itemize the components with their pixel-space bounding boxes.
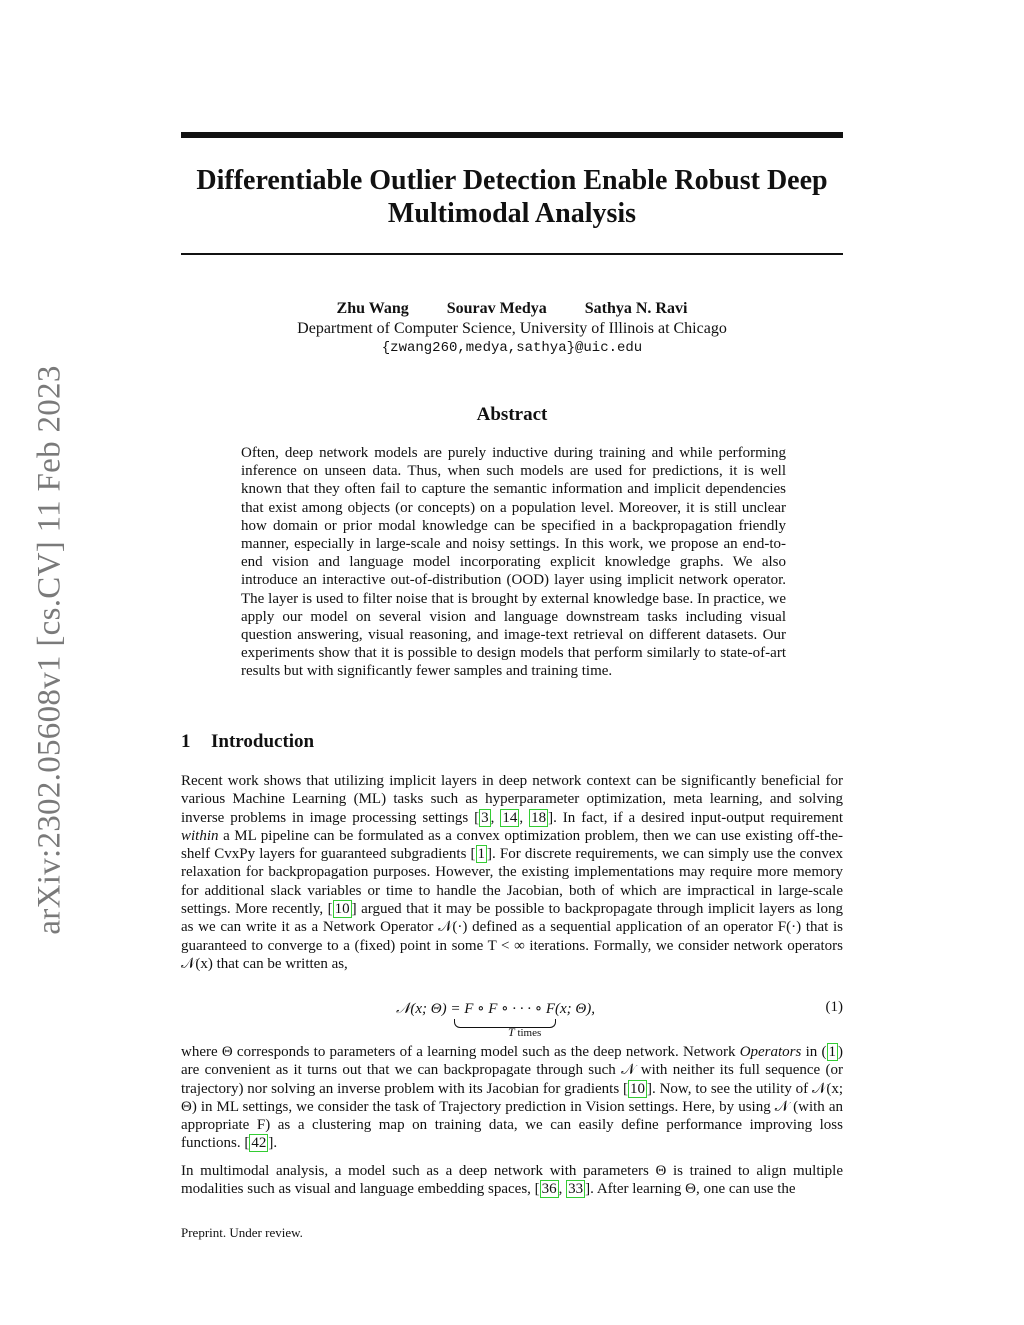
text-run: . For discrete requirements, we can simply use the convex relaxation for backpropagation purposes. However, the existing implementations may require more memory for additional slack variables or time to handle the Jacobian, both of which are impractical in large-scale settings. More recently, xyxy=(181,846,843,918)
author-name: Zhu Wang xyxy=(336,300,409,317)
citation-link[interactable]: 33 xyxy=(568,1181,584,1198)
section-title: Introduction xyxy=(211,731,315,752)
abstract-heading: Abstract xyxy=(476,404,548,425)
equation-composition: F ∘ F ∘ · · · ∘ F xyxy=(464,1001,556,1017)
text-run: a ML pipeline can be formulated as a convex optimization problem, then we can use existing off-the-shelf CvxPy layers for guaranteed subgradients xyxy=(181,827,843,863)
author-name: Sathya N. Ravi xyxy=(584,300,688,317)
text-run: where Θ corresponds to parameters of a learning model such as the deep network. Network xyxy=(181,1044,740,1060)
equation-underbrace-label xyxy=(508,1025,541,1040)
equation-ref-link[interactable]: 1 xyxy=(828,1044,836,1060)
underbrace-variable: T xyxy=(508,1025,515,1039)
citation-link[interactable]: 42 xyxy=(251,1135,267,1152)
intro-paragraph-1: Recent work shows that utilizing implicit layers in deep network context can be significantly beneficial for various Machine Learning (ML) tasks such as hyperparameter optimization, meta learning, and solving inverse problems in image processing settings [ 3 , 14 , 18 ]. In fact, if a desired input-output requirement within a ML pipeline can be formulated as a convex optimization problem, then we can use existing off-the-shelf CvxPy layers for guaranteed subgradients [ 1 ]. For discrete requirements, we can simply use the convex relaxation for backpropagation purposes. However, the existing implementations may require more memory for additional slack variables or time to handle the Jacobian, both of which are impractical in large-scale settings. More recently, [ 10 ] argued that it may be possible to backpropagate through implicit layers as long as we can write it as a Network Operator 𝒩(·) defined as a sequential application of an operator F(·) that is guaranteed to converge to a (fixed) point in some T < ∞ iterations. Formally, we consider network operators 𝒩(x) that can be written as, xyxy=(181,773,843,972)
arxiv-identifier-text: arXiv:2302.05608v1 [cs.CV] 11 Feb 2023 xyxy=(31,365,68,935)
equation-1 xyxy=(181,997,843,1037)
citation-link[interactable]: 1 xyxy=(477,846,486,863)
citation-link[interactable]: 10 xyxy=(630,1080,645,1097)
author-list xyxy=(181,300,843,318)
citation-link[interactable]: 14 xyxy=(502,809,518,826)
text-run: In multimodal analysis, a model such as a deep network with parameters Θ is trained to align multiple modalities such as visual and language embedding spaces, xyxy=(181,1163,843,1198)
section-heading xyxy=(181,731,314,753)
paper-title: Differentiable Outlier Detection Enable Robust Deep Multimodal Analysis xyxy=(196,165,828,229)
footer-note: Preprint. Under review. xyxy=(181,1225,303,1240)
equation-lhs: 𝒩(x; Θ) = xyxy=(396,1001,465,1017)
arxiv-identifier xyxy=(30,350,70,950)
text-run: . In fact, if a desired input-output requirement xyxy=(553,809,843,826)
section-number: 1 xyxy=(181,731,191,752)
text-run: are convenient as it turns out that we can backpropagate through such 𝒩 with neither its full sequence (or trajectory) nor solving an inverse problem with its Jacobian for gradients xyxy=(181,1062,843,1097)
emphasis: within xyxy=(181,827,219,844)
emphasis: Operators xyxy=(739,1044,802,1060)
citation-link[interactable]: 36 xyxy=(541,1181,557,1198)
text-run: . After learning Θ, one can use the xyxy=(590,1181,796,1198)
text-run: . xyxy=(273,1135,278,1152)
intro-paragraph-2: where Θ corresponds to parameters of a learning model such as the deep network. Network Operators in ( 1 ) are convenient as it turns out that we can backpropagate through such 𝒩 with neither its full sequence (or trajectory) nor solving an inverse problem with its Jacobian for gradients [ 10 ]. Now, to see the utility of 𝒩(x; Θ) in ML settings, we consider the task of Trajectory prediction in Vision settings. Here, by using 𝒩 (with an appropriate F) as a clustering map on training data, we can easily define performance improving loss functions. [ 42 ]. xyxy=(181,1044,843,1152)
text-run: argued that it may be possible to backpropagate through implicit layers as long as we can write it as a Network Operator 𝒩(·) defined as a sequential application of an operator F(·) that is guaranteed to converge to a (fixed) point in some T < ∞ iterations. Formally, we consider network operators 𝒩(x) that can be written as, xyxy=(181,901,843,972)
equation-expression xyxy=(396,999,595,1018)
abstract-text: Often, deep network models are purely inductive during training and while performing inference on unseen data. Thus, when such models are used for predictions, it is well known that they often fail to capture the semantic information and implicit dependencies that exist among objects (or concepts) on a population level. Moreover, it is still unclear how domain or prior modal knowledge can be specified in a backpropagation friendly manner, especially in large-scale and noisy settings. In this work, we propose an end-to-end vision and language model incorporating explicit knowledge graphs. We also introduce an interactive out-of-distribution (OOD) layer using implicit network operator. The layer is used to filter noise that is brought by external knowledge base. In practice, we apply our model on several vision and language downstream tasks including visual question answering, visual reasoning, and image-text retrieval on different datasets. Our experiments show that it is possible to design models that perform similarly to state-of-art results but with significantly fewer samples and training time. xyxy=(241,445,786,680)
underbrace-text: times xyxy=(514,1027,542,1039)
citation-link[interactable]: 3 xyxy=(481,809,489,826)
text-run: in xyxy=(801,1044,822,1060)
intro-paragraph-3: In multimodal analysis, a model such as a deep network with parameters Θ is trained to align multiple modalities such as visual and language embedding spaces, [ 36 , 33 ]. After learning Θ, one can use the xyxy=(181,1163,843,1198)
title-rule-top xyxy=(181,132,843,138)
equation-args: (x; Θ), xyxy=(555,1001,596,1017)
title-rule-bottom xyxy=(181,253,843,255)
author-name: Sourav Medya xyxy=(446,300,547,317)
author-emails: {zwang260,medya,sathya}@uic.edu xyxy=(381,340,643,356)
affiliation: Department of Computer Science, University of Illinois at Chicago xyxy=(297,320,727,337)
equation-number: (1) xyxy=(825,999,843,1015)
citation-link[interactable]: 10 xyxy=(334,901,350,918)
text-run: Recent work shows that utilizing implicit layers in deep network context can be significantly beneficial for various Machine Learning (ML) tasks such as hyperparameter optimization, meta learning, and solving inverse problems in image processing settings xyxy=(181,773,843,826)
text-run: . Now, to see the utility of 𝒩(x; Θ) in ML settings, we consider the task of Trajectory prediction in Vision settings. Here, by using 𝒩 (with an appropriate F) as a clustering map on training data, we can easily define performance improving loss functions. xyxy=(181,1080,843,1152)
citation-link[interactable]: 18 xyxy=(531,809,547,826)
